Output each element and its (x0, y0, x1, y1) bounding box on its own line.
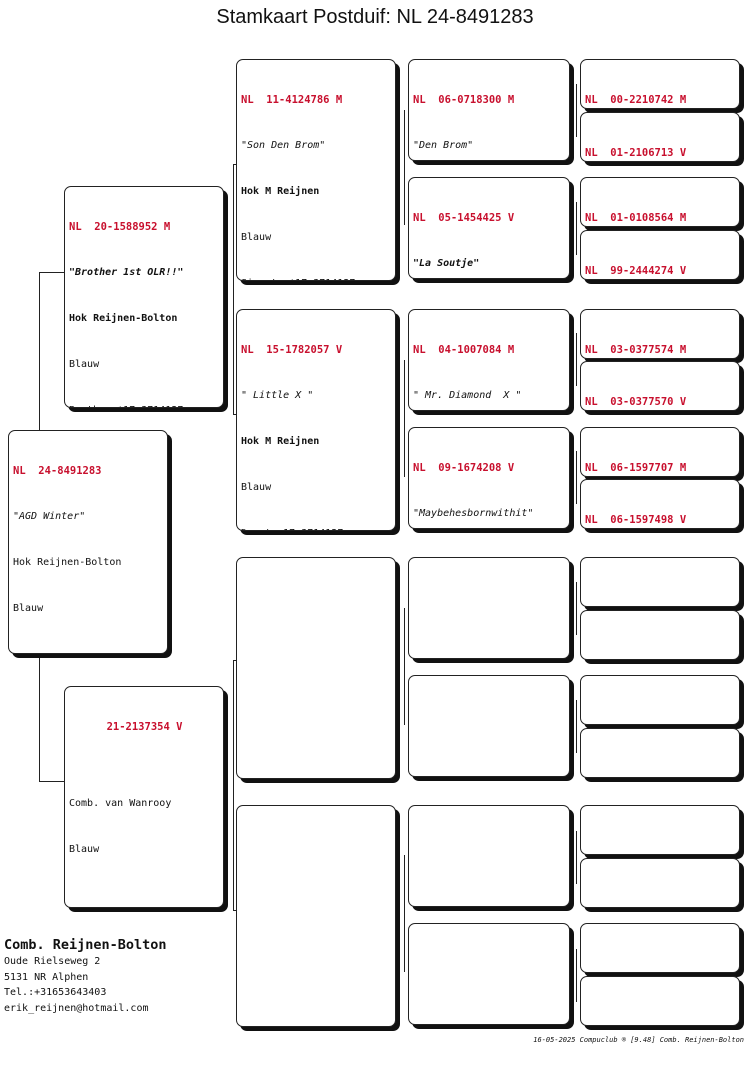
empty-card[interactable] (580, 976, 740, 1026)
connector-line (233, 660, 234, 910)
pigeon-name: "La Soutje" (413, 258, 480, 270)
empty-card[interactable] (408, 675, 570, 777)
ring-number: 21-2137354 V (106, 720, 183, 733)
connector-line (576, 700, 577, 753)
owner-block (4, 936, 167, 1016)
connector-line (39, 655, 40, 781)
note-line (241, 526, 392, 531)
color: Blauw (241, 232, 272, 244)
connector-line (39, 781, 66, 782)
pigeon-name: "AGD Winter" (13, 511, 86, 523)
connector-line (576, 582, 577, 635)
pigeon-name: "Maybehesbornwithit" (413, 508, 534, 520)
loft: Hok Reijnen-Bolton (69, 313, 178, 325)
note-line (69, 403, 220, 408)
footer-note: 16-05-2025 Compuclub ® [9.48] Comb. Reijnen-Bolton (533, 1036, 744, 1044)
connector-line (404, 608, 405, 725)
pigeon-name: "Den Brom" (413, 140, 474, 152)
empty-card[interactable] (408, 805, 570, 907)
connector-line (576, 333, 577, 386)
empty-card[interactable] (580, 805, 740, 855)
dam-card[interactable] (64, 686, 224, 908)
loft: Hok M Reijnen (241, 436, 320, 448)
page-title: Stamkaart Postduif: NL 24-8491283 (216, 6, 534, 28)
ring-number: NL 11-4124786 M (241, 93, 343, 106)
ring-number: NL 06-1597707 M (585, 461, 687, 474)
owner-phone: Tel.:+31653643403 (4, 987, 107, 998)
connector-line (576, 949, 577, 1002)
connector-line (576, 84, 577, 137)
sire-card[interactable] (64, 186, 224, 408)
ring-number: NL 05-1454425 V (413, 211, 515, 224)
sire-sire-dam-card[interactable] (408, 177, 570, 279)
connector-line (576, 451, 577, 504)
owner-address: Oude Rielseweg 2 (4, 956, 101, 967)
color: Blauw (13, 603, 44, 615)
loft: Hok M Reijnen (241, 186, 320, 198)
owner-name: Comb. Reijnen-Bolton (4, 937, 167, 953)
ring-number: NL 03-0377574 M (585, 343, 687, 356)
connector-line (233, 164, 234, 414)
ring-number: NL 06-1597498 V (585, 513, 687, 526)
subject-card[interactable] (8, 430, 168, 654)
ring-number: NL 04-1007084 M (413, 343, 515, 356)
color: Blauw (69, 359, 100, 371)
great-grandparent-card[interactable] (580, 309, 740, 359)
sire-dam-sire-card[interactable] (408, 309, 570, 411)
ring-number: NL 09-1674208 V (413, 461, 515, 474)
connector-line (576, 831, 577, 884)
pigeon-name: " Mr. Diamond X " (413, 390, 522, 402)
ring-number: NL 99-2444274 V (585, 264, 687, 277)
connector-line (576, 202, 577, 255)
great-grandparent-card[interactable] (580, 479, 740, 529)
empty-card[interactable] (580, 557, 740, 607)
sire-sire-sire-card[interactable] (408, 59, 570, 161)
sire-dam-card[interactable] (236, 309, 396, 531)
connector-line (404, 110, 405, 225)
great-grandparent-card[interactable] (580, 361, 740, 411)
empty-card[interactable] (236, 805, 396, 1027)
empty-card[interactable] (580, 610, 740, 660)
great-grandparent-card[interactable] (580, 230, 740, 280)
note-line (241, 276, 392, 281)
owner-city: 5131 NR Alphen (4, 971, 89, 983)
loft: Comb. van Wanrooy (69, 798, 172, 810)
owner-email[interactable]: erik_reijnen@hotmail.com (4, 1002, 149, 1014)
color: Blauw (69, 843, 100, 855)
sire-dam-dam-card[interactable] (408, 427, 570, 529)
empty-card[interactable] (580, 728, 740, 778)
great-grandparent-card[interactable] (580, 427, 740, 477)
pigeon-name: " Little X " (241, 390, 314, 402)
great-grandparent-card[interactable] (580, 112, 740, 162)
connector-line (404, 855, 405, 972)
empty-card[interactable] (580, 923, 740, 973)
color: Blauw (241, 482, 272, 494)
empty-card[interactable] (236, 557, 396, 779)
loft: Hok Reijnen-Bolton (13, 557, 122, 569)
connector-line (404, 360, 405, 477)
connector-line (39, 272, 66, 273)
ring-number: NL 01-2106713 V (585, 146, 687, 159)
ring-number: NL 20-1588952 M (69, 220, 171, 233)
ring-number: NL 01-0108564 M (585, 211, 687, 224)
ring-number: NL 00-2210742 M (585, 93, 687, 106)
ring-number: NL 15-1782057 V (241, 343, 343, 356)
ring-number: NL 06-0718300 M (413, 93, 515, 106)
great-grandparent-card[interactable] (580, 59, 740, 109)
great-grandparent-card[interactable] (580, 177, 740, 227)
empty-card[interactable] (580, 858, 740, 908)
pigeon-name: "Brother 1st OLR!!" (69, 267, 184, 279)
sire-sire-card[interactable] (236, 59, 396, 281)
connector-line (39, 272, 40, 432)
empty-card[interactable] (580, 675, 740, 725)
ring-number: NL 24-8491283 (13, 464, 102, 477)
ring-number: NL 03-0377570 V (585, 395, 687, 408)
empty-card[interactable] (408, 557, 570, 659)
empty-card[interactable] (408, 923, 570, 1025)
pigeon-name: "Son Den Brom" (241, 140, 326, 152)
